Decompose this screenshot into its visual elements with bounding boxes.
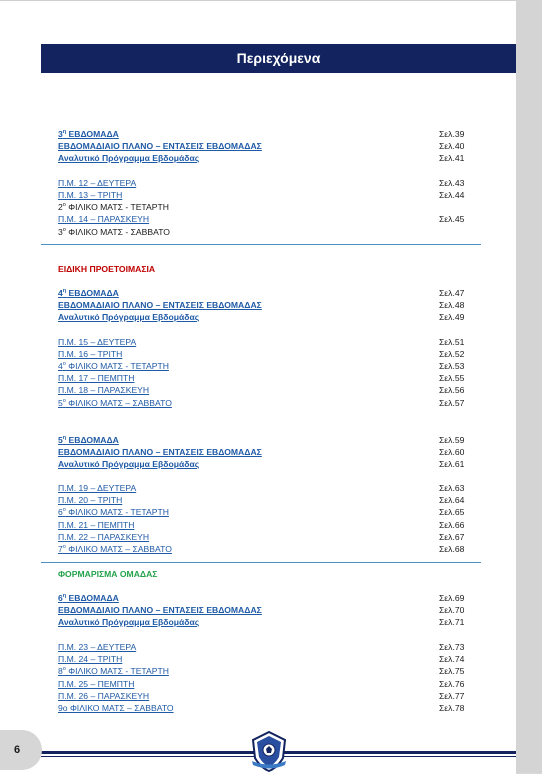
toc-entry-label: $3^o$ ΦΙΛΙΚΟ ΜΑΤΣ - ΣΑΒΒΑΤΟ: [58, 227, 170, 237]
toc-entry-page: Σελ.59: [439, 435, 465, 445]
toc-entry-page: Σελ.69: [439, 593, 465, 603]
toc-entry-page: Σελ.68: [439, 544, 465, 554]
toc-entry[interactable]: [58, 531, 478, 543]
toc-entry-label[interactable]: Αναλυτικό Πρόγραμμα Εβδομάδας: [58, 312, 200, 322]
toc-entry-page: Σελ.43: [439, 178, 465, 188]
toc-entry[interactable]: [58, 446, 478, 458]
toc-entry-page: Σελ.65: [439, 507, 465, 517]
page-margin: [516, 0, 542, 773]
toc-entry[interactable]: [58, 372, 478, 384]
toc-entry[interactable]: [58, 519, 478, 531]
toc-entry-page: Σελ.77: [439, 691, 465, 701]
toc-entry[interactable]: [58, 458, 478, 470]
toc-entry-label[interactable]: Π.Μ. 16 – ΤΡΙΤΗ: [58, 349, 123, 359]
toc-entry-page: Σελ.60: [439, 447, 465, 457]
toc-entry-label[interactable]: $4^o$ ΦΙΛΙΚΟ ΜΑΤΣ - ΤΕΤΑΡΤΗ: [58, 361, 169, 371]
toc-entry-label[interactable]: ΕΒΔΟΜΑΔΙΑΙΟ ΠΛΑΝΟ – ΕΝΤΑΣΕΙΣ ΕΒΔΟΜΑΔΑΣ: [58, 447, 262, 457]
toc-entry-label[interactable]: Π.Μ. 19 – ΔΕΥΤΕΡΑ: [58, 483, 137, 493]
toc-entry-label[interactable]: $6^\eta$ ΕΒΔΟΜΑΔΑ: [58, 593, 119, 603]
toc-entry-label[interactable]: Π.Μ. 21 – ΠΕΜΠΤΗ: [58, 520, 135, 530]
toc-entry-page: Σελ.64: [439, 495, 465, 505]
toc-entry[interactable]: [58, 641, 478, 653]
club-crest-icon: [249, 730, 289, 772]
toc-entry[interactable]: [58, 397, 478, 409]
toc-entry-label[interactable]: Π.Μ. 26 – ΠΑΡΑΣΚΕΥΗ: [58, 691, 150, 701]
toc-entry-page: Σελ.71: [439, 617, 465, 627]
section-heading-special-prep: ΕΙΔΙΚΗ ΠΡΟΕΤΟΙΜΑΣΙΑ: [58, 264, 156, 274]
toc-entry-page: Σελ.78: [439, 703, 465, 713]
toc-entry-label[interactable]: $8^o$ ΦΙΛΙΚΟ ΜΑΤΣ - ΤΕΤΑΡΤΗ: [58, 666, 169, 676]
toc-entry-page: Σελ.47: [439, 288, 465, 298]
toc-entry-page: Σελ.52: [439, 349, 465, 359]
toc-entry[interactable]: [58, 482, 478, 494]
toc-entry[interactable]: [58, 348, 478, 360]
toc-entry-page: Σελ.75: [439, 666, 465, 676]
toc-entry-page: Σελ.70: [439, 605, 465, 615]
toc-entry-page: Σελ.55: [439, 373, 465, 383]
toc-entry[interactable]: [58, 665, 478, 677]
toc-entry-label[interactable]: Αναλυτικό Πρόγραμμα Εβδομάδας: [58, 153, 200, 163]
toc-entry-label[interactable]: Αναλυτικό Πρόγραμμα Εβδομάδας: [58, 617, 200, 627]
toc-entry[interactable]: [58, 384, 478, 396]
toc-entry[interactable]: [58, 299, 478, 311]
toc-entry-page: Σελ.45: [439, 214, 465, 224]
toc-entry[interactable]: [58, 140, 478, 152]
toc-entry[interactable]: [58, 213, 478, 225]
toc-entry[interactable]: [58, 189, 478, 201]
toc-entry[interactable]: [58, 360, 478, 372]
toc-entry[interactable]: [58, 604, 478, 616]
toc-entry[interactable]: [58, 690, 478, 702]
toc-entry[interactable]: [58, 653, 478, 665]
toc-entry-label[interactable]: Π.Μ. 20 – ΤΡΙΤΗ: [58, 495, 123, 505]
toc-entry-page: Σελ.61: [439, 459, 465, 469]
toc-entry: [58, 201, 478, 213]
toc-entry-page: Σελ.57: [439, 398, 465, 408]
toc-entry[interactable]: [58, 494, 478, 506]
toc-entry-page: Σελ.49: [439, 312, 465, 322]
toc-entry-label[interactable]: Π.Μ. 22 – ΠΑΡΑΣΚΕΥΗ: [58, 532, 150, 542]
toc-entry-label[interactable]: $4^\eta$ ΕΒΔΟΜΑΔΑ: [58, 288, 119, 298]
toc-entry-label[interactable]: Π.Μ. 24 – ΤΡΙΤΗ: [58, 654, 123, 664]
toc-entry[interactable]: [58, 616, 478, 628]
divider: [41, 562, 481, 563]
toc-entry-label[interactable]: Π.Μ. 13 – ΤΡΙΤΗ: [58, 190, 123, 200]
toc-entry-label[interactable]: ΕΒΔΟΜΑΔΙΑΙΟ ΠΛΑΝΟ – ΕΝΤΑΣΕΙΣ ΕΒΔΟΜΑΔΑΣ: [58, 605, 262, 615]
toc-entry-page: Σελ.56: [439, 385, 465, 395]
toc-entry-label[interactable]: Π.Μ. 12 – ΔΕΥΤΕΡΑ: [58, 178, 137, 188]
toc-entry-label: $2^o$ ΦΙΛΙΚΟ ΜΑΤΣ - ΤΕΤΑΡΤΗ: [58, 202, 169, 212]
toc-entry[interactable]: [58, 592, 478, 604]
toc-entry-page: Σελ.67: [439, 532, 465, 542]
toc-entry-label[interactable]: ΕΒΔΟΜΑΔΙΑΙΟ ΠΛΑΝΟ – ΕΝΤΑΣΕΙΣ ΕΒΔΟΜΑΔΑΣ: [58, 141, 262, 151]
toc-entry[interactable]: [58, 506, 478, 518]
toc-entry-label[interactable]: Π.Μ. 18 – ΠΑΡΑΣΚΕΥΗ: [58, 385, 150, 395]
toc-entry[interactable]: [58, 543, 478, 555]
toc-entry-page: Σελ.53: [439, 361, 465, 371]
toc-entry-label[interactable]: Π.Μ. 17 – ΠΕΜΠΤΗ: [58, 373, 135, 383]
toc-entry-page: Σελ.74: [439, 654, 465, 664]
toc-entry-page: Σελ.44: [439, 190, 465, 200]
toc-entry-label[interactable]: 9ο ΦΙΛΙΚΟ ΜΑΤΣ – ΣΑΒΒΑΤΟ: [58, 703, 174, 713]
toc-entry[interactable]: [58, 336, 478, 348]
toc-entry[interactable]: [58, 434, 478, 446]
toc-entry-label[interactable]: $7^o$ ΦΙΛΙΚΟ ΜΑΤΣ – ΣΑΒΒΑΤΟ: [58, 544, 172, 554]
toc-entry-label[interactable]: Π.Μ. 15 – ΔΕΥΤΕΡΑ: [58, 337, 137, 347]
toc-entry[interactable]: [58, 128, 478, 140]
toc-entry-label[interactable]: $5^\eta$ ΕΒΔΟΜΑΔΑ: [58, 435, 119, 445]
page-number: 6: [0, 730, 42, 770]
toc-entry[interactable]: [58, 678, 478, 690]
toc-entry-page: Σελ.41: [439, 153, 465, 163]
toc-entry[interactable]: [58, 152, 478, 164]
toc-entry-page: Σελ.40: [439, 141, 465, 151]
toc-entry-label[interactable]: Αναλυτικό Πρόγραμμα Εβδομάδας: [58, 459, 200, 469]
divider: [41, 244, 481, 245]
toc-entry-page: Σελ.63: [439, 483, 465, 493]
toc-entry-label[interactable]: Π.Μ. 25 – ΠΕΜΠΤΗ: [58, 679, 135, 689]
toc-entry-page: Σελ.39: [439, 129, 465, 139]
toc-entry-page: Σελ.48: [439, 300, 465, 310]
toc-entry[interactable]: [58, 702, 478, 714]
toc-entry: [58, 226, 478, 238]
toc-entry-page: Σελ.66: [439, 520, 465, 530]
toc-entry-label[interactable]: ΕΒΔΟΜΑΔΙΑΙΟ ΠΛΑΝΟ – ΕΝΤΑΣΕΙΣ ΕΒΔΟΜΑΔΑΣ: [58, 300, 262, 310]
toc-entry-page: Σελ.76: [439, 679, 465, 689]
toc-entry-label[interactable]: Π.Μ. 23 – ΔΕΥΤΕΡΑ: [58, 642, 137, 652]
toc-entry-label[interactable]: $6^o$ ΦΙΛΙΚΟ ΜΑΤΣ - ΤΕΤΑΡΤΗ: [58, 507, 169, 517]
section-heading-team-form: ΦΟΡΜΑΡΙΣΜΑ ΟΜΑΔΑΣ: [58, 569, 158, 579]
toc-entry-label[interactable]: $3^\eta$ ΕΒΔΟΜΑΔΑ: [58, 129, 119, 139]
page-title: Περιεχόμενα: [41, 44, 516, 73]
toc-entry-page: Σελ.73: [439, 642, 465, 652]
toc-entry-label[interactable]: Π.Μ. 14 – ΠΑΡΑΣΚΕΥΗ: [58, 214, 150, 224]
toc-entry-label[interactable]: $5^o$ ΦΙΛΙΚΟ ΜΑΤΣ – ΣΑΒΒΑΤΟ: [58, 398, 172, 408]
toc-entry-page: Σελ.51: [439, 337, 465, 347]
toc-entry[interactable]: [58, 287, 478, 299]
toc-entry[interactable]: [58, 311, 478, 323]
toc-entry[interactable]: [58, 177, 478, 189]
